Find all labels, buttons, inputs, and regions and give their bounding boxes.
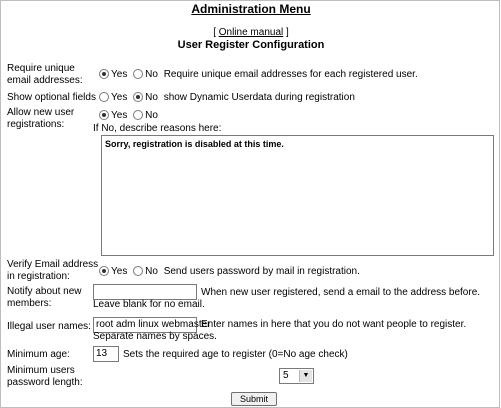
notify-label: Notify about new members:: [7, 286, 82, 309]
optional-fields-desc: show Dynamic Userdata during registration: [163, 92, 355, 103]
online-manual-line: [1, 27, 501, 39]
allow-new-yes-label: Yes: [111, 110, 128, 121]
allow-new-no-radio[interactable]: [133, 110, 143, 120]
unique-email-yes-label: Yes: [111, 69, 128, 80]
unique-email-desc: Require unique email addresses for each registered user.: [163, 69, 418, 80]
chevron-down-icon[interactable]: ▼: [299, 370, 312, 382]
illegal-names-label: Illegal user names:: [7, 321, 91, 332]
notify-desc: When new user registered, send a email to the address before. Leave blank for no email.: [93, 287, 481, 310]
reasons-label: If No, describe reasons here:: [93, 123, 222, 134]
verify-email-no-label: No: [145, 266, 158, 277]
min-password-select[interactable]: [279, 368, 314, 384]
unique-email-no-label: No: [145, 69, 158, 80]
verify-email-label: Verify Email address in registration:: [7, 259, 99, 282]
unique-email-options: [99, 69, 418, 81]
optional-fields-yes-label: Yes: [111, 92, 128, 103]
allow-new-yes-radio[interactable]: [99, 110, 109, 120]
min-password-label: Minimum users password length:: [7, 365, 83, 388]
optional-fields-no-radio[interactable]: [133, 92, 143, 102]
verify-email-desc: Send users password by mail in registration.: [163, 266, 360, 277]
allow-new-no-label: No: [145, 110, 158, 121]
submit-button[interactable]: Submit: [231, 392, 277, 406]
unique-email-no-radio[interactable]: [133, 69, 143, 79]
min-age-label: Minimum age:: [7, 349, 70, 360]
reasons-textarea[interactable]: Sorry, registration is disabled at this time.: [101, 135, 494, 256]
config-title: User Register Configuration: [177, 39, 325, 51]
page-title: Administration Menu: [191, 2, 311, 16]
verify-email-no-radio[interactable]: [133, 266, 143, 276]
optional-fields-label: Show optional fields: [7, 92, 96, 103]
unique-email-yes-radio[interactable]: [99, 69, 109, 79]
verify-email-yes-label: Yes: [111, 266, 128, 277]
bracket-close: ]: [286, 27, 289, 38]
unique-email-label: Require unique email addresses:: [7, 63, 83, 86]
verify-email-options: [99, 266, 360, 278]
optional-fields-no-label: No: [145, 92, 158, 103]
bracket-open: [: [213, 27, 216, 38]
online-manual-link[interactable]: Online manual: [218, 27, 284, 38]
verify-email-yes-radio[interactable]: [99, 266, 109, 276]
min-age-input[interactable]: 13: [93, 346, 119, 362]
optional-fields-yes-radio[interactable]: [99, 92, 109, 102]
allow-new-label: Allow new user registrations:: [7, 107, 75, 130]
min-age-desc: Sets the required age to register (0=No age check): [123, 349, 348, 360]
allow-new-options: [99, 110, 161, 122]
min-password-value: 5: [283, 370, 289, 381]
optional-fields-options: [99, 92, 355, 104]
illegal-names-input[interactable]: root adm linux webmaster: [93, 317, 197, 333]
illegal-names-desc: Enter names in here that you do not want people to register. Separate names by spaces.: [93, 319, 467, 342]
